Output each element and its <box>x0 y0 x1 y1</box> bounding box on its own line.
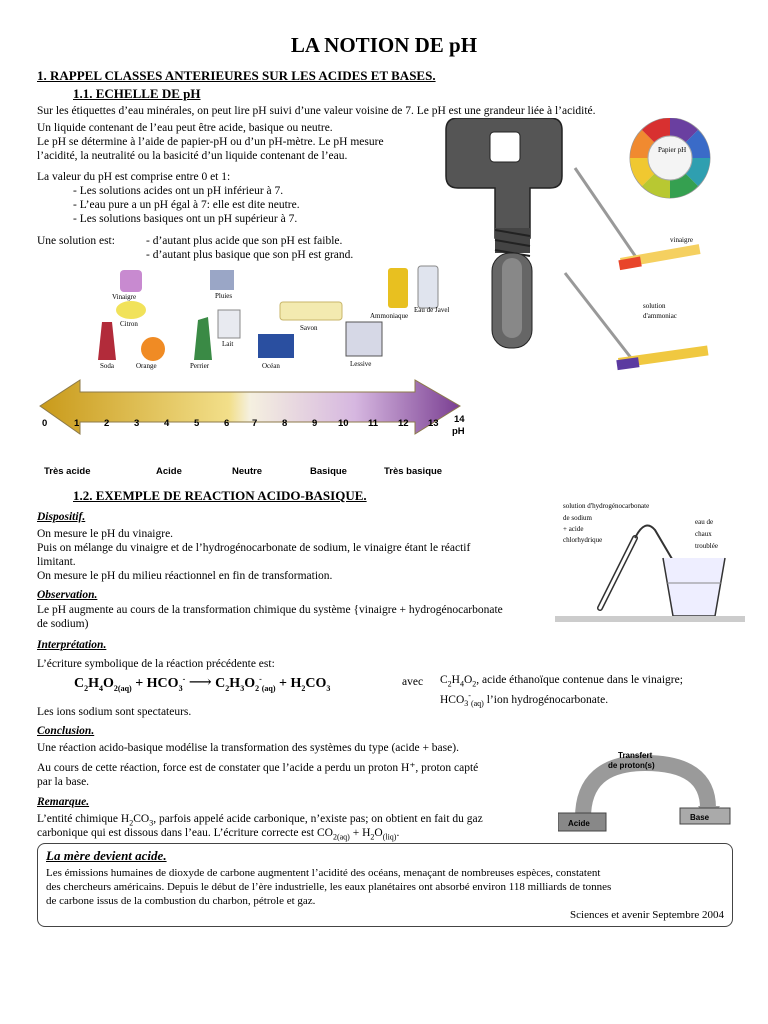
article-line: Les émissions humaines de dioxyde de carbone augmentent l’acidité des océans, menaçant de nombreuses espèces, constatent <box>46 867 601 879</box>
product-label: Perrier <box>190 362 210 370</box>
svg-text:8: 8 <box>282 418 288 429</box>
svg-text:3: 3 <box>134 418 140 429</box>
apparatus-label: de sodium <box>563 514 592 522</box>
paragraph: Au cours de cette réaction, force est de constater que l’acide a perdu un proton H⁺, proton capté <box>37 762 479 774</box>
apparatus-illustration <box>555 498 745 628</box>
product-label: Soda <box>100 362 114 370</box>
svg-text:0: 0 <box>42 418 48 429</box>
paragraph: carbonique qui est dissous dans l’eau. L’écriture correcte est $CO_{2(aq)} + H_2O_{(liq)}$. <box>37 827 400 842</box>
svg-text:5: 5 <box>194 418 200 429</box>
svg-text:1: 1 <box>74 418 80 429</box>
svg-text:4: 4 <box>164 418 170 429</box>
ph-scale-arrow <box>40 380 460 434</box>
svg-text:13: 13 <box>428 418 439 429</box>
transfer-title: Transfert <box>618 751 653 760</box>
paragraph: L’écriture symbolique de la réaction précédente est: <box>37 658 275 670</box>
product-label: Ammoniaque <box>370 312 409 320</box>
product-label: Pluies <box>215 292 233 300</box>
svg-text:14: 14 <box>454 414 465 425</box>
paragraph: de sodium) <box>37 618 89 630</box>
proton-transfer-illustration <box>558 748 733 838</box>
apparatus-label: + acide <box>563 525 584 533</box>
product-label: Lait <box>222 340 234 348</box>
product-label: Vinaigre <box>112 293 137 301</box>
paragraph: Puis on mélange du vinaigre et de l’hydrogénocarbonate de sodium, le vinaigre étant le réactif <box>37 542 471 554</box>
svg-text:7: 7 <box>252 418 258 429</box>
list-item: - Les solutions acides ont un pH inférieur à 7. <box>73 185 284 197</box>
ph-paper-label: Papier pH <box>658 146 687 154</box>
ph-meter-illustration <box>440 118 740 388</box>
svg-text:10: 10 <box>338 418 349 429</box>
ammonia-label: d'ammoniac <box>643 312 677 320</box>
zone-label: Très basique <box>384 466 443 477</box>
formula-note: $HCO_3^-_{(aq)}$ l’ion hydrogénocarbonate. <box>440 691 609 709</box>
list-item: - d’autant plus basique que son pH est grand. <box>146 249 354 261</box>
vinegar-label: vinaigre <box>670 236 693 244</box>
product-label: Océan <box>262 362 280 370</box>
section2-heading: 1.2. EXEMPLE DE REACTION ACIDO-BASIQUE. <box>73 488 367 503</box>
acid-label: Acide <box>568 819 590 828</box>
conclusion-title: Conclusion. <box>37 725 95 737</box>
paragraph: Les ions sodium sont spectateurs. <box>37 706 192 718</box>
remarque-text: carbonique qui est dissous dans l’eau. L’écriture correcte est <box>37 827 315 839</box>
product-label: Citron <box>120 320 138 328</box>
product-label: Eau de Javel <box>414 306 450 314</box>
paragraph: Le pH augmente au cours de la transformation chimique du système {vinaigre + hydrogénocarbonate <box>37 604 503 616</box>
paragraph: Une solution est: <box>37 235 115 247</box>
list-item: - L’eau pure a un pH égal à 7: elle est dite neutre. <box>73 199 300 211</box>
apparatus-label: solution d'hydrogénocarbonate <box>563 502 650 510</box>
formula-note: $C_2H_4O_2$, acide éthanoïque contenue dans le vinaigre; <box>440 674 683 689</box>
svg-text:12: 12 <box>398 418 409 429</box>
observation-title: Observation. <box>37 589 98 601</box>
paragraph: La valeur du pH est comprise entre 0 et 1: <box>37 171 231 183</box>
svg-text:11: 11 <box>368 418 379 429</box>
paragraph: l’acidité, la neutralité ou la basicité d’un liquide contenant de l’eau. <box>37 150 348 162</box>
paragraph: L’entité chimique $H_2CO_3$, parfois appelé acide carbonique, n’existe pas; on obtient en fait du gaz <box>37 813 483 828</box>
paragraph: On mesure le pH du vinaigre. <box>37 528 174 540</box>
dispositif-title: Dispositif. <box>37 511 86 523</box>
svg-text:6: 6 <box>224 418 230 429</box>
zone-label: Basique <box>310 466 347 477</box>
svg-text:pH: pH <box>452 426 465 437</box>
section1-subheading: 1.1. ECHELLE DE pH <box>73 86 201 101</box>
zone-label: Neutre <box>232 466 263 477</box>
paragraph: Sur les étiquettes d’eau minérales, on peut lire pH suivi d’une valeur voisine de 7. Le pH est une grandeur liée à l’acidité. <box>37 105 596 117</box>
paragraph: Une réaction acido-basique modélise la transformation des systèmes du type (acide + base). <box>37 742 459 754</box>
formula-note-text: acide éthanoïque contenue dans le vinaigre; <box>482 674 683 686</box>
article-title: La mère devient acide. <box>46 848 167 863</box>
apparatus-label: troublée <box>695 542 718 550</box>
article-source: Sciences et avenir Septembre 2004 <box>570 909 724 921</box>
remarque-text: L’entité chimique <box>37 813 119 825</box>
formula-note-text: l’ion hydrogénocarbonate. <box>486 693 609 706</box>
avec-label: avec <box>402 676 424 688</box>
article-box <box>37 843 733 927</box>
zone-label: Très acide <box>44 466 91 477</box>
paragraph: On mesure le pH du milieu réactionnel en fin de transformation. <box>37 570 333 582</box>
paragraph: Le pH se détermine à l’aide de papier-pH ou d’un pH-mètre. Le pH mesure <box>37 136 384 148</box>
ph-scale-diagram <box>30 262 470 482</box>
paragraph: par la base. <box>37 776 90 788</box>
svg-text:2: 2 <box>104 418 110 429</box>
apparatus-label: chlorhydrique <box>563 536 603 544</box>
remarque-text: parfois appelé acide carbonique, n’existe pas; on obtient en fait du gaz <box>158 813 483 825</box>
article-line: des chercheurs américains. Depuis le début de l’ère industrielle, les eaux planétaires ont absorbé environ 118 milliards de tonnes <box>46 881 612 893</box>
section1-heading: 1. RAPPEL CLASSES ANTERIEURES SUR LES ACIDES ET BASES. <box>37 68 436 83</box>
interpretation-title: Interprétation. <box>37 639 107 651</box>
svg-text:9: 9 <box>312 418 318 429</box>
ph-ticks <box>42 414 465 437</box>
paragraph: limitant. <box>37 556 76 568</box>
apparatus-label: eau de <box>695 518 714 526</box>
base-label: Base <box>690 813 710 822</box>
remarque-title: Remarque. <box>37 796 90 808</box>
apparatus-label: chaux <box>695 530 712 538</box>
list-item: - d’autant plus acide que son pH est faible. <box>146 235 343 247</box>
reaction-equation: $C_2H_4O_{2(aq)} + HCO_3^-$ ⟶ $C_2H_3O_2^-_{(aq)} + H_2CO_3$ <box>74 674 331 693</box>
page-title: LA NOTION DE pH <box>290 33 478 57</box>
article-line: de carbone issus de la combustion du charbon, pétrole et gaz. <box>46 895 316 907</box>
product-label: Lessive <box>350 360 372 368</box>
product-label: Orange <box>136 362 157 370</box>
zone-label: Acide <box>156 466 182 477</box>
paragraph: Un liquide contenant de l’eau peut être acide, basique ou neutre. <box>37 122 333 134</box>
product-label: Savon <box>300 324 318 332</box>
list-item: - Les solutions basiques ont un pH supérieur à 7. <box>73 213 298 225</box>
ammonia-label: solution <box>643 302 666 310</box>
transfer-title: de proton(s) <box>608 761 655 770</box>
